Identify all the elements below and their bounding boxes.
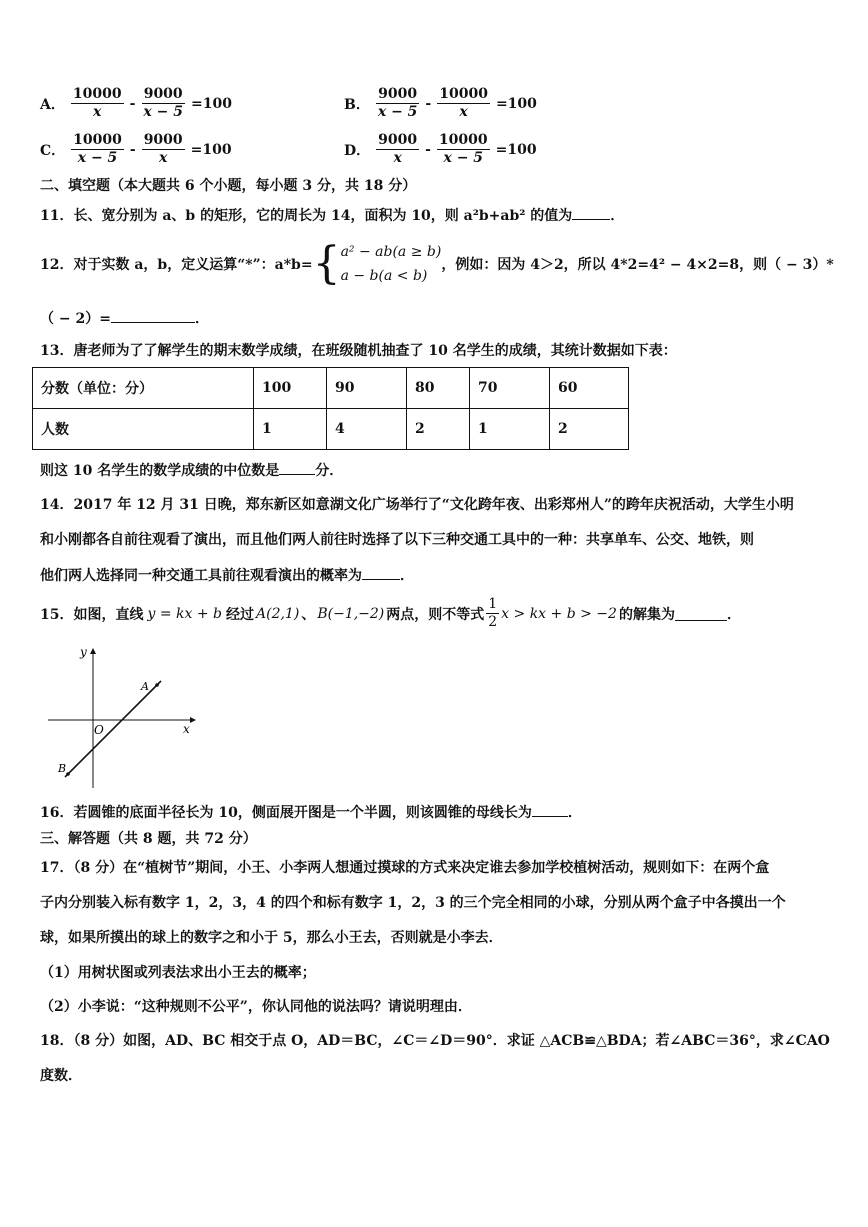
question-17-line-2: 子内分别装入标有数字 1，2，3，4 的四个和标有数字 1，2，3 的三个完全相同的小球，分别从两个盒子中各摸出一个: [40, 895, 786, 911]
option-c-label: C．: [40, 142, 66, 159]
table-cell: 80: [407, 368, 470, 409]
answer-blank: [572, 205, 610, 220]
option-b: [344, 86, 537, 121]
question-12: [40, 240, 834, 288]
table-cell: 1: [254, 409, 327, 450]
question-13-after-text: 则这 10 名学生的数学成绩的中位数是: [40, 463, 280, 479]
half-den: 2: [488, 614, 498, 630]
question-16-end: ．: [567, 805, 582, 821]
question-17-line-1: 17．（8 分）在“植树节”期间，小王、小李两人想通过摸球的方式来决定谁去参加学校植树活动，规则如下：在两个盒: [40, 860, 770, 876]
y-axis-arrow: [90, 648, 96, 654]
half-fraction: [486, 596, 499, 631]
case-2: a − b(a < b): [340, 268, 428, 284]
option-b-label: B．: [344, 96, 370, 113]
question-17-sub-1: （1）用树状图或列表法求出小王去的概率；: [40, 965, 316, 981]
piecewise-cases: [341, 240, 442, 288]
question-11-end: ．: [610, 208, 625, 224]
point-a-dot: [155, 683, 159, 687]
question-14-line-2: 和小刚都各自前往观看了演出，而且他们两人前往时选择了以下三种交通工具中的一种：共享单车、公交、地铁，则: [40, 532, 754, 548]
option-c-fraction-1: [71, 132, 124, 167]
option-b-fraction-2: [437, 86, 490, 121]
option-a-f1-den: x: [93, 104, 102, 120]
option-c: [40, 132, 232, 167]
question-14-line-3: [40, 565, 414, 586]
point-a-label: A: [141, 680, 149, 693]
x-axis-arrow: [190, 717, 196, 723]
question-13-after-end: 分．: [315, 463, 344, 479]
section-3-heading: 三、解答题（共 8 题，共 72 分）: [40, 831, 257, 847]
option-b-f1-num: 9000: [378, 86, 418, 102]
option-d-f1-den: x: [393, 150, 402, 166]
option-a-op: -: [129, 95, 136, 112]
line-equation: y = kx + b: [147, 605, 222, 622]
table-row: [33, 368, 629, 409]
question-12-prefix: 12．对于实数 a，b，定义运算“*”：a*b=: [40, 257, 313, 273]
option-b-f2-num: 10000: [439, 86, 488, 102]
option-d: [344, 132, 537, 167]
option-d-fraction-1: [376, 132, 419, 167]
origin-label: O: [94, 723, 104, 737]
question-14-end: ．: [400, 568, 414, 584]
question-12-line-2: [40, 308, 209, 329]
table-cell: 人数: [33, 409, 254, 450]
case-1: a² − ab(a ≥ b): [340, 244, 442, 260]
answer-blank: [362, 565, 400, 580]
table-cell: 1: [470, 409, 550, 450]
question-18-line-2: 度数．: [40, 1068, 82, 1084]
option-d-fraction-2: [437, 132, 490, 167]
question-13-followup: [40, 460, 343, 481]
option-b-fraction-1: [376, 86, 420, 121]
option-a: [40, 86, 232, 121]
question-15-mid-1: 经过: [226, 606, 254, 623]
answer-blank: [279, 460, 315, 475]
question-18-line-1: 18．（8 分）如图，AD、BC 相交于点 O，AD＝BC，∠C＝∠D＝90°．求证 △ACB≌△BDA；若∠ABC＝36°，求∠CAO: [40, 1033, 830, 1049]
table-row: [33, 409, 629, 450]
brace-symbol: {: [312, 238, 341, 289]
question-14-line-1: 14．2017 年 12 月 31 日晚，郑东新区如意湖文化广场举行了“文化跨年夜、出彩郑州人”的跨年庆祝活动，大学生小明: [40, 497, 794, 513]
option-c-f1-num: 10000: [73, 132, 122, 148]
question-17-line-3: 球，如果所摸出的球上的数字之和小于 5，那么小王去，否则就是小李去．: [40, 930, 503, 946]
inequality: x > kx + b > −2: [501, 605, 617, 622]
option-d-label: D．: [344, 142, 371, 159]
option-c-f2-den: x: [158, 150, 168, 166]
question-15-sep: 、: [301, 606, 316, 623]
table-cell: 2: [550, 409, 629, 450]
table-cell: 4: [327, 409, 407, 450]
option-c-rhs: =100: [190, 141, 232, 158]
option-a-fraction-1: [71, 86, 124, 121]
answer-blank: [111, 308, 195, 323]
option-d-f2-num: 10000: [438, 132, 488, 148]
x-axis-label: x: [183, 722, 190, 736]
answer-blank: [532, 802, 568, 817]
question-11: [40, 205, 624, 226]
question-14-line-3-text: 他们两人选择同一种交通工具前往观看演出的概率为: [40, 568, 362, 584]
point-b: B(−1,−2): [317, 605, 385, 622]
y-axis-label: y: [80, 645, 87, 659]
table-cell: 100: [254, 368, 327, 409]
option-d-op: -: [425, 141, 431, 158]
option-c-op: -: [129, 141, 136, 158]
question-16: [40, 802, 582, 823]
option-d-f2-den: x − 5: [443, 150, 484, 166]
table-cell: 60: [550, 368, 629, 409]
question-15: [40, 596, 741, 631]
question-12-end: ．: [194, 311, 209, 327]
option-b-f2-den: x: [459, 104, 468, 120]
point-b-dot: [66, 772, 70, 776]
option-c-fraction-2: [142, 132, 185, 167]
option-a-f2-num: 9000: [143, 86, 183, 102]
option-a-f2-den: x − 5: [143, 104, 183, 120]
point-a: A(2,1): [256, 605, 300, 622]
question-15-mid-2: 两点，则不等式: [386, 606, 485, 623]
question-15-pre: 15．如图，直线: [40, 606, 144, 623]
option-b-f1-den: x − 5: [377, 104, 418, 120]
option-b-op: -: [425, 95, 432, 112]
question-12-suffix: ，例如：因为 4＞2，所以 4*2=4² − 4×2=8，则（ − 3）*: [441, 257, 834, 273]
option-a-label: A．: [40, 96, 65, 113]
option-a-fraction-2: [141, 86, 185, 121]
point-b-label: B: [58, 762, 67, 775]
question-12-line-2-text: （ − 2）=: [40, 311, 111, 327]
coordinate-graph: [40, 640, 200, 790]
question-15-mid-3: 的解集为: [618, 606, 675, 623]
table-cell: 90: [327, 368, 407, 409]
table-cell: 2: [407, 409, 470, 450]
option-c-f1-den: x − 5: [77, 150, 118, 166]
option-b-rhs: =100: [495, 95, 537, 112]
option-c-f2-num: 9000: [143, 132, 183, 148]
question-13: 13．唐老师为了了解学生的期末数学成绩，在班级随机抽查了 10 名学生的成绩，其统计数据如下表：: [40, 343, 677, 359]
answer-blank: [675, 606, 727, 621]
section-2-heading: 二、填空题（本大题共 6 个小题，每小题 3 分，共 18 分）: [40, 178, 417, 194]
graph-line: [65, 681, 161, 777]
half-num: 1: [488, 596, 498, 612]
option-d-f1-num: 9000: [378, 132, 418, 148]
question-17-sub-2: （2）小李说：“这种规则不公平”，你认同他的说法吗？请说明理由．: [40, 999, 472, 1015]
question-11-text: 11．长、宽分别为 a、b 的矩形，它的周长为 14，面积为 10，则 a²b+ab² 的值为: [40, 208, 573, 224]
option-a-f1-num: 10000: [72, 86, 122, 102]
table-cell: 分数（单位：分）: [33, 368, 254, 409]
question-16-text: 16．若圆锥的底面半径长为 10，侧面展开图是一个半圆，则该圆锥的母线长为: [40, 805, 532, 821]
option-d-rhs: =100: [495, 141, 537, 158]
question-15-end: ．: [726, 606, 741, 623]
score-table: [32, 367, 629, 450]
table-cell: 70: [470, 368, 550, 409]
option-a-rhs: =100: [190, 95, 232, 112]
